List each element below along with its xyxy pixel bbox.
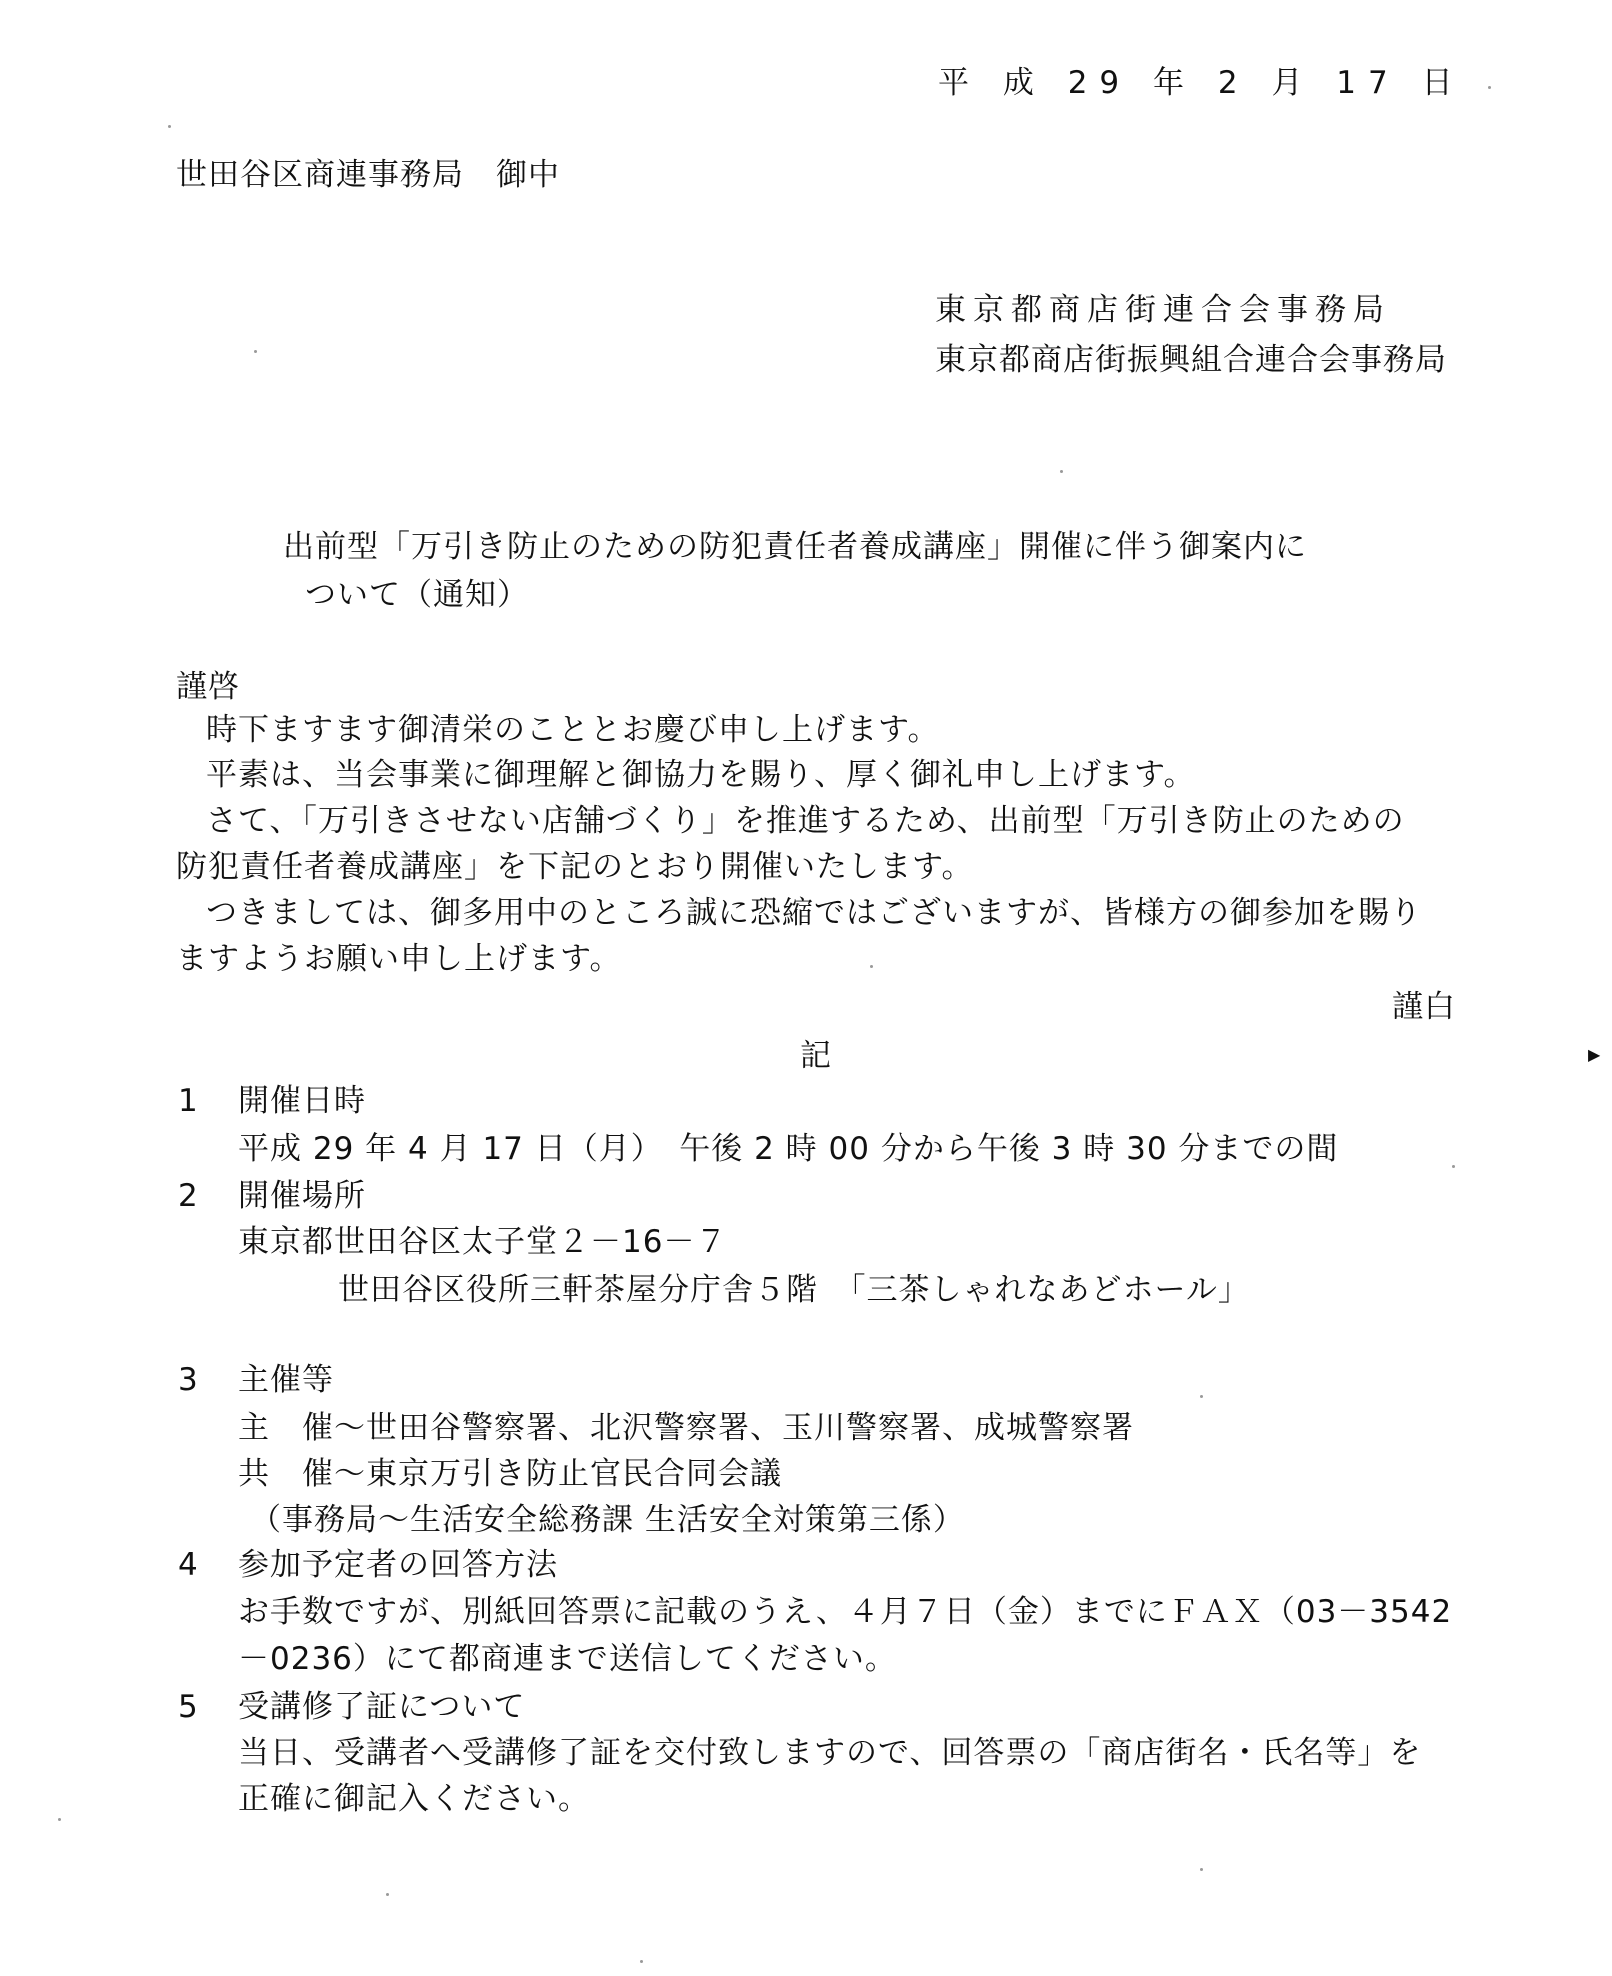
subject-line-2: ついて（通知）: [305, 577, 529, 613]
item-3-co-organizer: 共 催～東京万引き防止官民合同会議: [238, 1456, 782, 1492]
body-line-3: さて、「万引きさせない店舗づくり」を推進するため、出前型「万引き防止のための: [206, 803, 1405, 839]
item-1-datetime: 平成 29 年 4 月 17 日（月） 午後 2 時 00 分から午後 3 時 30 分までの間: [238, 1131, 1339, 1167]
scan-speck: [58, 1818, 61, 1821]
item-5-number: 5: [178, 1689, 199, 1725]
item-3-number: 3: [178, 1362, 199, 1398]
scan-speck: [870, 965, 873, 968]
scan-speck: [168, 125, 171, 128]
document-date: 平 成 29 年 2 月 17 日: [938, 65, 1465, 101]
body-line-5: つきましては、御多用中のところ誠に恐縮ではございますが、皆様方の御参加を賜り: [206, 895, 1422, 931]
item-3-secretariat: （事務局～生活安全総務課 生活安全対策第三係）: [250, 1502, 965, 1538]
body-line-4: 防犯責任者養成講座」を下記のとおり開催いたします。: [176, 849, 974, 885]
addressee: 世田谷区商連事務局 御中: [176, 157, 560, 193]
closing-remark: 謹白: [1392, 989, 1456, 1025]
item-4-text-1: お手数ですが、別紙回答票に記載のうえ、４月７日（金）までにＦＡＸ（03－3542: [238, 1594, 1453, 1630]
subject-line-1: 出前型「万引き防止のための防犯責任者養成講座」開催に伴う御案内に: [283, 529, 1307, 565]
item-5-text-1: 当日、受講者へ受講修了証を交付致しますので、回答票の「商店街名・氏名等」を: [238, 1735, 1422, 1771]
scan-speck: [1200, 1868, 1203, 1871]
item-2-address: 東京都世田谷区太子堂２－16－７: [238, 1224, 728, 1260]
ki-heading: 記: [800, 1038, 832, 1074]
item-5-title: 受講修了証について: [238, 1689, 526, 1725]
scan-speck: [1200, 1395, 1203, 1398]
item-3-organizer: 主 催～世田谷警察署、北沢警察署、玉川警察署、成城警察署: [238, 1410, 1134, 1446]
sender-line-1: 東京都商店街連合会事務局: [935, 292, 1391, 328]
item-2-number: 2: [178, 1178, 199, 1214]
item-3-title: 主催等: [238, 1362, 334, 1398]
body-line-2: 平素は、当会事業に御理解と御協力を賜り、厚く御礼申し上げます。: [206, 757, 1196, 793]
scan-speck: [640, 1960, 643, 1963]
scan-speck: [386, 1893, 389, 1896]
body-line-1: 時下ますます御清栄のこととお慶び申し上げます。: [206, 712, 940, 748]
item-5-text-2: 正確に御記入ください。: [238, 1781, 590, 1817]
body-line-6: ますようお願い申し上げます。: [176, 941, 622, 977]
item-4-number: 4: [178, 1547, 199, 1583]
scan-speck: [254, 350, 257, 353]
margin-arrow-icon: ▶: [1588, 1045, 1601, 1064]
scan-speck: [1060, 470, 1063, 473]
item-2-venue: 世田谷区役所三軒茶屋分庁舎５階 「三茶しゃれなあどホール」: [338, 1272, 1250, 1308]
sender-line-2: 東京都商店街振興組合連合会事務局: [935, 342, 1447, 378]
item-4-text-2: －0236）にて都商連まで送信してください。: [238, 1641, 897, 1677]
scan-speck: [1452, 1165, 1455, 1168]
opening-greeting: 謹啓: [176, 669, 240, 705]
scan-speck: [1488, 86, 1491, 89]
item-1-number: 1: [178, 1083, 199, 1119]
item-4-title: 参加予定者の回答方法: [238, 1547, 558, 1583]
item-2-title: 開催場所: [238, 1178, 366, 1214]
item-1-title: 開催日時: [238, 1083, 366, 1119]
